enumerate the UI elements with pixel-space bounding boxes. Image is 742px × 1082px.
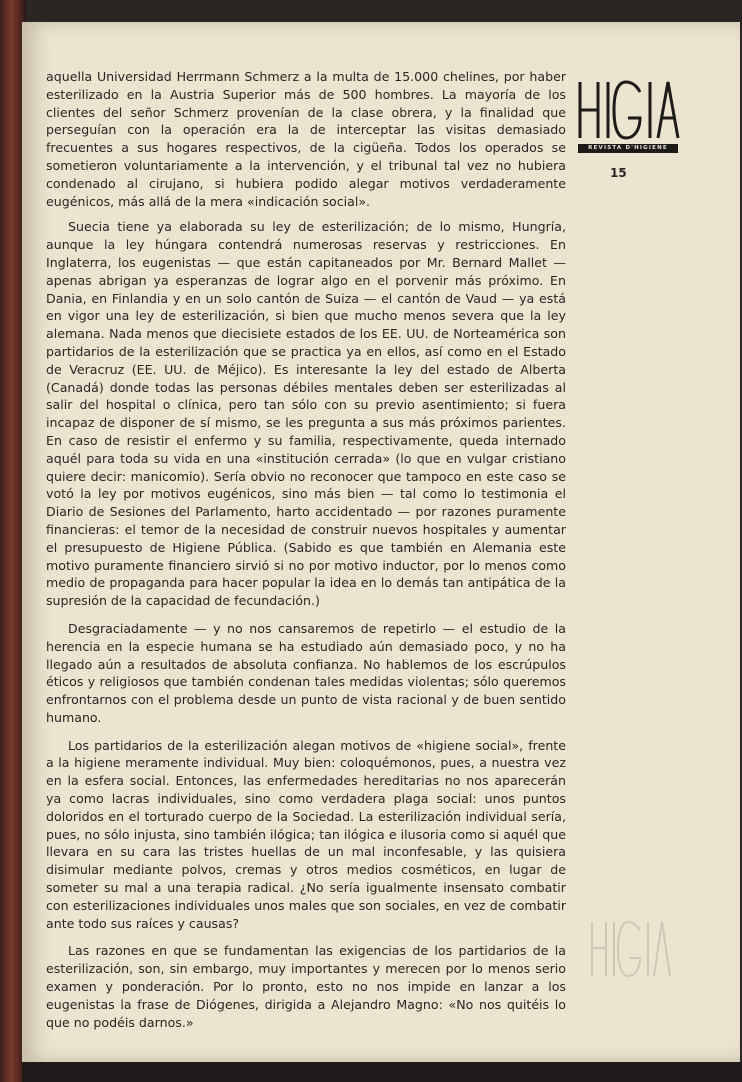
paragraph: aquella Universidad Herrmann Schmerz a la multa de 15.000 chelines, por haber esterilizado en la Austria Superior más de 500 hombres. La mayoría de los clientes del señor Schmerz provenían de la clase obrera, y la finalidad que perseguían con la operación era la de interceptar las visitas demasiado frecuentes a sus hogares respectivos, de la cigüeña. Todos los operados se sometieron voluntariamente a la intervención, y el tribunal tal vez no hubiera condenado al cirujano, si hubiera podido alegar motivos verdaderamente eugénicos, más allá de la mera «indicación social». [46, 69, 566, 209]
paragraph: Los partidarios de la esterilización alegan motivos de «higiene social», frente a la higiene meramente individual. Muy bien: coloquémonos, pues, a nuestra vez en la esfera social. Entonces, las enfermedades hereditarias no nos aparecerán ya como lacras individuales, sino como verdadera plaga social: unos puntos doloridos en el torturado cuerpo de la Sociedad. La esterilización individual sería, pues, no sólo injusta, sino también ilógica; tan ilógica e ilusoria como si aquél que llevara en su cara las tristes huellas de un mal inconfesable, y las quisiera disimular mediante polvos, cremas y otros medios cosméticos, en lugar de someter su mal a una terapia radical. ¿No sería igualmente insensato combatir con esterilizaciones individuales unos males que son sociales, en vez de combatir ante todo sus raíces y causas? [46, 737, 566, 931]
paragraph: Las razones en que se fundamentan las exigencias de los partidarios de la esterilización, son, sin embargo, muy importantes y merecen por lo menos serio examen y ponderación. Por lo pronto, esto no nos impide en lanzar a los eugenistas la frase de Diógenes, dirigida a Alejandro Magno: «No nos quitéis lo que no podéis darnos.» [46, 943, 566, 1030]
faded-logo-stamp [588, 918, 672, 980]
paragraph: Desgraciadamente — y no nos cansaremos de repetirlo — el estudio de la herencia en la especie humana se ha estudiado aún demasiado poco, y no ha llegado aún a resultados de absoluta confianza. No hablemos de los escrúpulos éticos y religiosos que también condenan tales medidas violentas; sólo queremos enfrontarnos con el problema desde un punto de vista racional y de buen sentido humano. [46, 620, 566, 725]
scan-background [22, 1062, 742, 1082]
article-body [46, 68, 566, 1041]
logo-subtitle: REVISTA D'HIGIENE [578, 144, 678, 153]
page-number: 15 [610, 166, 627, 180]
higia-logo [574, 78, 682, 158]
paragraph: Suecia tiene ya elaborada su ley de esterilización; de lo mismo, Hungría, aunque la ley húngara contendrá numerosas reservas y restricciones. En Inglaterra, los eugenistas — que están capitaneados por Mr. Bernard Mallet — apenas abrigan ya esperanzas de lograr algo en el porvenir más próximo. En Dania, en Finlandia y en un solo cantón de Suiza — el cantón de Vaud — ya está en vigor una ley de esterilización, si bien que mucho menos severa que la ley alemana. Nada menos que diecisiete estados de los EE. UU. de Norteamérica son partidarios de la esterilización que se practica ya en ellos, así como en el Estado de Veracruz (EE. UU. de Méjico). Es interesante la ley del estado de Alberta (Canadá) donde todas las personas débiles mentales deben ser esterilizadas al salir del hospital o clínica, pero tan sólo con su previo asentimiento; si fuera incapaz de disponer de sí mismo, se les pregunta a sus más próximos parientes. En caso de resistir el enfermo y su familia, respectivamente, queda internado aquél para toda su vida en una «institución cerrada» (lo que en vulgar cristiano quiere decir: manicomio). Sería obvio no reconocer que tampoco en este caso se votó la ley por motivos eugénicos, sino más bien — tal como lo testimonia el Diario de Sesiones del Parlamento, harto accidentado — por razones puramente financieras: el temor de la necesidad de construir nuevos hospitales y aumentar el presupuesto de Higiene Pública. (Sabido es que también en Alemania este motivo puramente financiero sirvió si no por motivo inductor, por lo menos como medio de propaganda para hacer popular la idea en lo demás tan antipática de la supresión de la capacidad de fecundación.) [46, 219, 566, 609]
higia-logo-mark [574, 78, 682, 142]
